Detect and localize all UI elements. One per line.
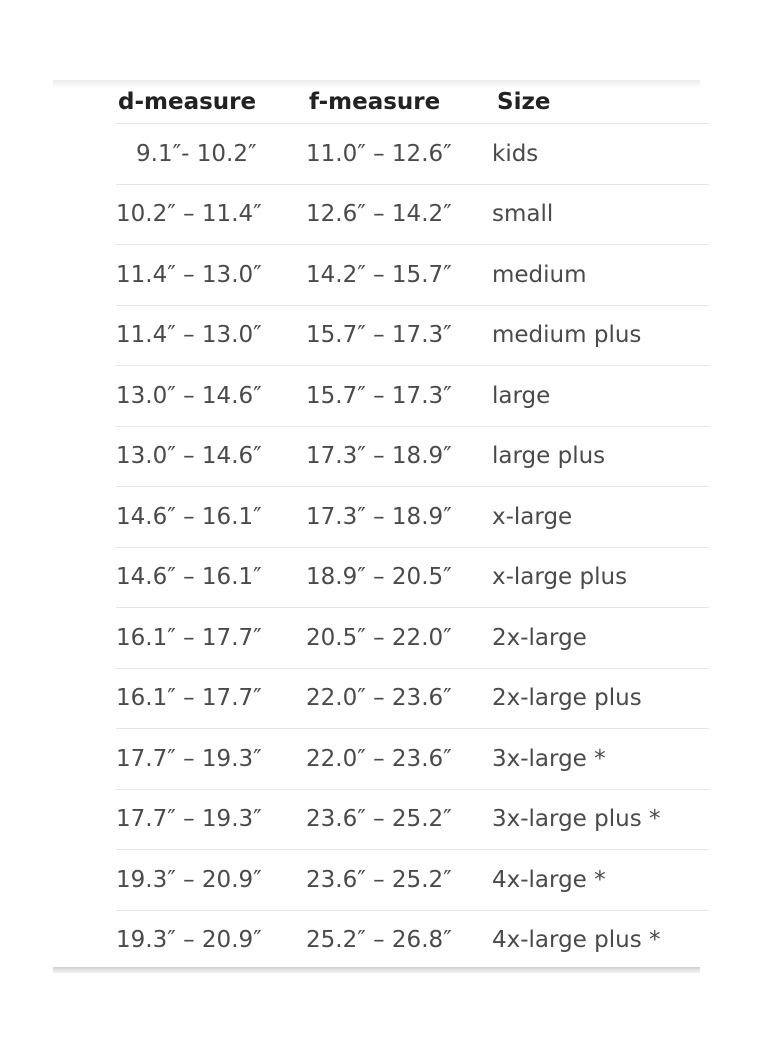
size-cell: 3x-large * [492, 729, 709, 790]
d-measure-cell: 19.3″ – 20.9″ [116, 850, 306, 911]
table-row [116, 124, 709, 185]
size-chart-table [116, 80, 709, 970]
f-measure-cell: 18.9″ – 20.5″ [306, 547, 492, 608]
f-measure-cell: 23.6″ – 25.2″ [306, 789, 492, 850]
f-measure-cell: 20.5″ – 22.0″ [306, 608, 492, 669]
table-row [116, 426, 709, 487]
f-measure-cell: 17.3″ – 18.9″ [306, 487, 492, 548]
size-cell: 3x-large plus * [492, 789, 709, 850]
header-f-measure: f-measure [306, 80, 492, 124]
table-row [116, 366, 709, 427]
d-measure-cell: 16.1″ – 17.7″ [116, 668, 306, 729]
size-cell: x-large plus [492, 547, 709, 608]
size-cell: 2x-large plus [492, 668, 709, 729]
table-row [116, 184, 709, 245]
f-measure-cell: 11.0″ – 12.6″ [306, 124, 492, 185]
d-measure-cell: 10.2″ – 11.4″ [116, 184, 306, 245]
header-d-measure: d-measure [116, 80, 306, 124]
f-measure-cell: 22.0″ – 23.6″ [306, 668, 492, 729]
d-measure-cell: 16.1″ – 17.7″ [116, 608, 306, 669]
size-cell: 4x-large plus * [492, 927, 661, 954]
table-row [116, 789, 709, 850]
table-header-row [116, 80, 709, 124]
size-cell: kids [492, 124, 709, 185]
d-measure-cell: 13.0″ – 14.6″ [116, 366, 306, 427]
table-row [116, 608, 709, 669]
f-measure-cell: 15.7″ – 17.3″ [306, 305, 492, 366]
f-measure-cell: 15.7″ – 17.3″ [306, 366, 492, 427]
f-measure-cell: 23.6″ – 25.2″ [306, 850, 492, 911]
d-measure-cell: 14.6″ – 16.1″ [116, 547, 306, 608]
header-size: Size [492, 80, 709, 124]
table-row [116, 668, 709, 729]
f-measure-cell: 17.3″ – 18.9″ [306, 426, 492, 487]
table-row [116, 305, 709, 366]
table-row [116, 547, 709, 608]
table-row [116, 245, 709, 306]
bottom-divider [53, 967, 700, 973]
size-cell: small [492, 184, 709, 245]
table-row [116, 910, 709, 970]
size-chart-frame [53, 80, 700, 973]
d-measure-cell: 9.1″- 10.2″ [116, 124, 306, 185]
table-row [116, 850, 709, 911]
d-measure-cell: 13.0″ – 14.6″ [116, 426, 306, 487]
table-row [116, 729, 709, 790]
d-measure-cell: 14.6″ – 16.1″ [116, 487, 306, 548]
f-measure-cell: 22.0″ – 23.6″ [306, 729, 492, 790]
f-measure-cell: 14.2″ – 15.7″ [306, 245, 492, 306]
d-measure-cell: 11.4″ – 13.0″ [116, 305, 306, 366]
size-cell: medium plus [492, 305, 709, 366]
size-cell: medium [492, 245, 709, 306]
f-measure-cell: 12.6″ – 14.2″ [306, 184, 492, 245]
d-measure-cell: 17.7″ – 19.3″ [116, 789, 306, 850]
size-cell: 4x-large * [492, 850, 709, 911]
size-cell: 2x-large [492, 608, 709, 669]
f-measure-cell: 25.2″ – 26.8″ [306, 927, 452, 954]
size-cell: x-large [492, 487, 709, 548]
size-cell: large [492, 366, 709, 427]
d-measure-cell: 19.3″ – 20.9″ [116, 927, 262, 954]
size-cell: large plus [492, 426, 709, 487]
table-row [116, 487, 709, 548]
d-measure-cell: 11.4″ – 13.0″ [116, 245, 306, 306]
d-measure-cell: 17.7″ – 19.3″ [116, 729, 306, 790]
